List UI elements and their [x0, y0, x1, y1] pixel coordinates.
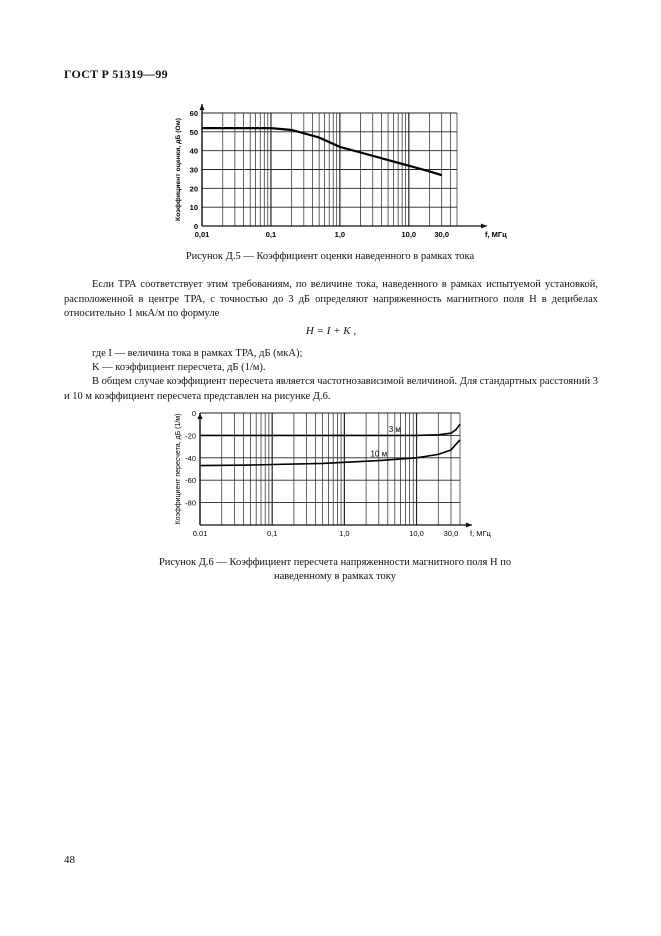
- figure-6-caption: Рисунок Д.6 — Коэффициент пересчета напряженности магнитного поля H по наведенному в рамках току: [158, 557, 512, 582]
- x-tick-label: 30,0: [443, 529, 459, 538]
- figure-5-chart: [150, 98, 510, 248]
- x-tick-label: 0.01: [192, 529, 208, 538]
- paragraph-2: В общем случае коэффициент пересчета является частотнозависимой величиной. Для стандартных расстояний 3 и 10 м коэффициент пересчета представлен на рисунке Д.6.: [64, 376, 598, 402]
- paragraph-1: Если ТРА соответствует этим требованиям, по величине тока, наведенного в рамках испытуемой установкой, расположенной в центре ТРА, с точностью до 3 дБ определяют напряженность магнитного поля H в децибелах относительно 1 мкА/м по формуле: [64, 279, 598, 319]
- y-axis-label: Коэффициент пересчета, дБ (1/м): [175, 413, 182, 525]
- x-tick-label: 0,01: [194, 230, 210, 239]
- x-axis-label: f, МГц: [485, 230, 507, 239]
- x-axis-arrow: [481, 224, 487, 229]
- y-tick-label: 20: [189, 184, 198, 194]
- y-tick-label: 0: [193, 222, 198, 231]
- y-tick-label: 60: [189, 109, 198, 118]
- figure-6-chart: [160, 400, 491, 550]
- y-tick-label: 0: [191, 409, 196, 418]
- definition-i: где I — величина тока в рамках ТРА, дБ (мкА);: [92, 348, 303, 359]
- definition-k: K — коэффициент пересчета, дБ (1/м).: [92, 362, 266, 373]
- formula: H = I + K ,: [305, 325, 357, 337]
- y-axis-arrow: [200, 104, 205, 110]
- x-tick-label: 1,0: [334, 230, 346, 239]
- series-line-1: [200, 424, 460, 435]
- y-axis-arrow: [198, 413, 203, 419]
- y-tick-label: -60: [185, 476, 196, 486]
- figure-5-caption: Рисунок Д.5 — Коэффициент оценки наведенного в рамках тока: [185, 251, 475, 262]
- x-tick-label: 1,0: [339, 529, 350, 538]
- y-tick-label: -80: [185, 498, 196, 508]
- series-line-2: [200, 440, 460, 466]
- page-number: 48: [64, 854, 75, 866]
- y-tick-label: 30: [189, 165, 198, 175]
- x-tick-label: 0,1: [266, 529, 278, 538]
- series-label: 3 м: [388, 425, 401, 435]
- x-tick-label: 0,1: [265, 230, 277, 239]
- x-tick-label: 30,0: [434, 230, 450, 239]
- x-tick-label: 10,0: [401, 230, 417, 239]
- y-tick-label: 50: [189, 127, 198, 137]
- document-header: ГОСТ Р 51319—99: [64, 67, 168, 81]
- x-axis-arrow: [466, 523, 472, 528]
- x-tick-label: 10,0: [409, 529, 424, 538]
- y-tick-label: 40: [189, 146, 198, 156]
- y-tick-label: -20: [185, 431, 196, 441]
- series-label: 10 м: [370, 449, 388, 459]
- y-tick-label: 10: [189, 203, 198, 213]
- y-tick-label: -40: [185, 453, 196, 463]
- y-axis-label: Коэффициент оценки, дБ (Ом): [175, 118, 182, 221]
- x-axis-label: f, МГц: [470, 529, 491, 538]
